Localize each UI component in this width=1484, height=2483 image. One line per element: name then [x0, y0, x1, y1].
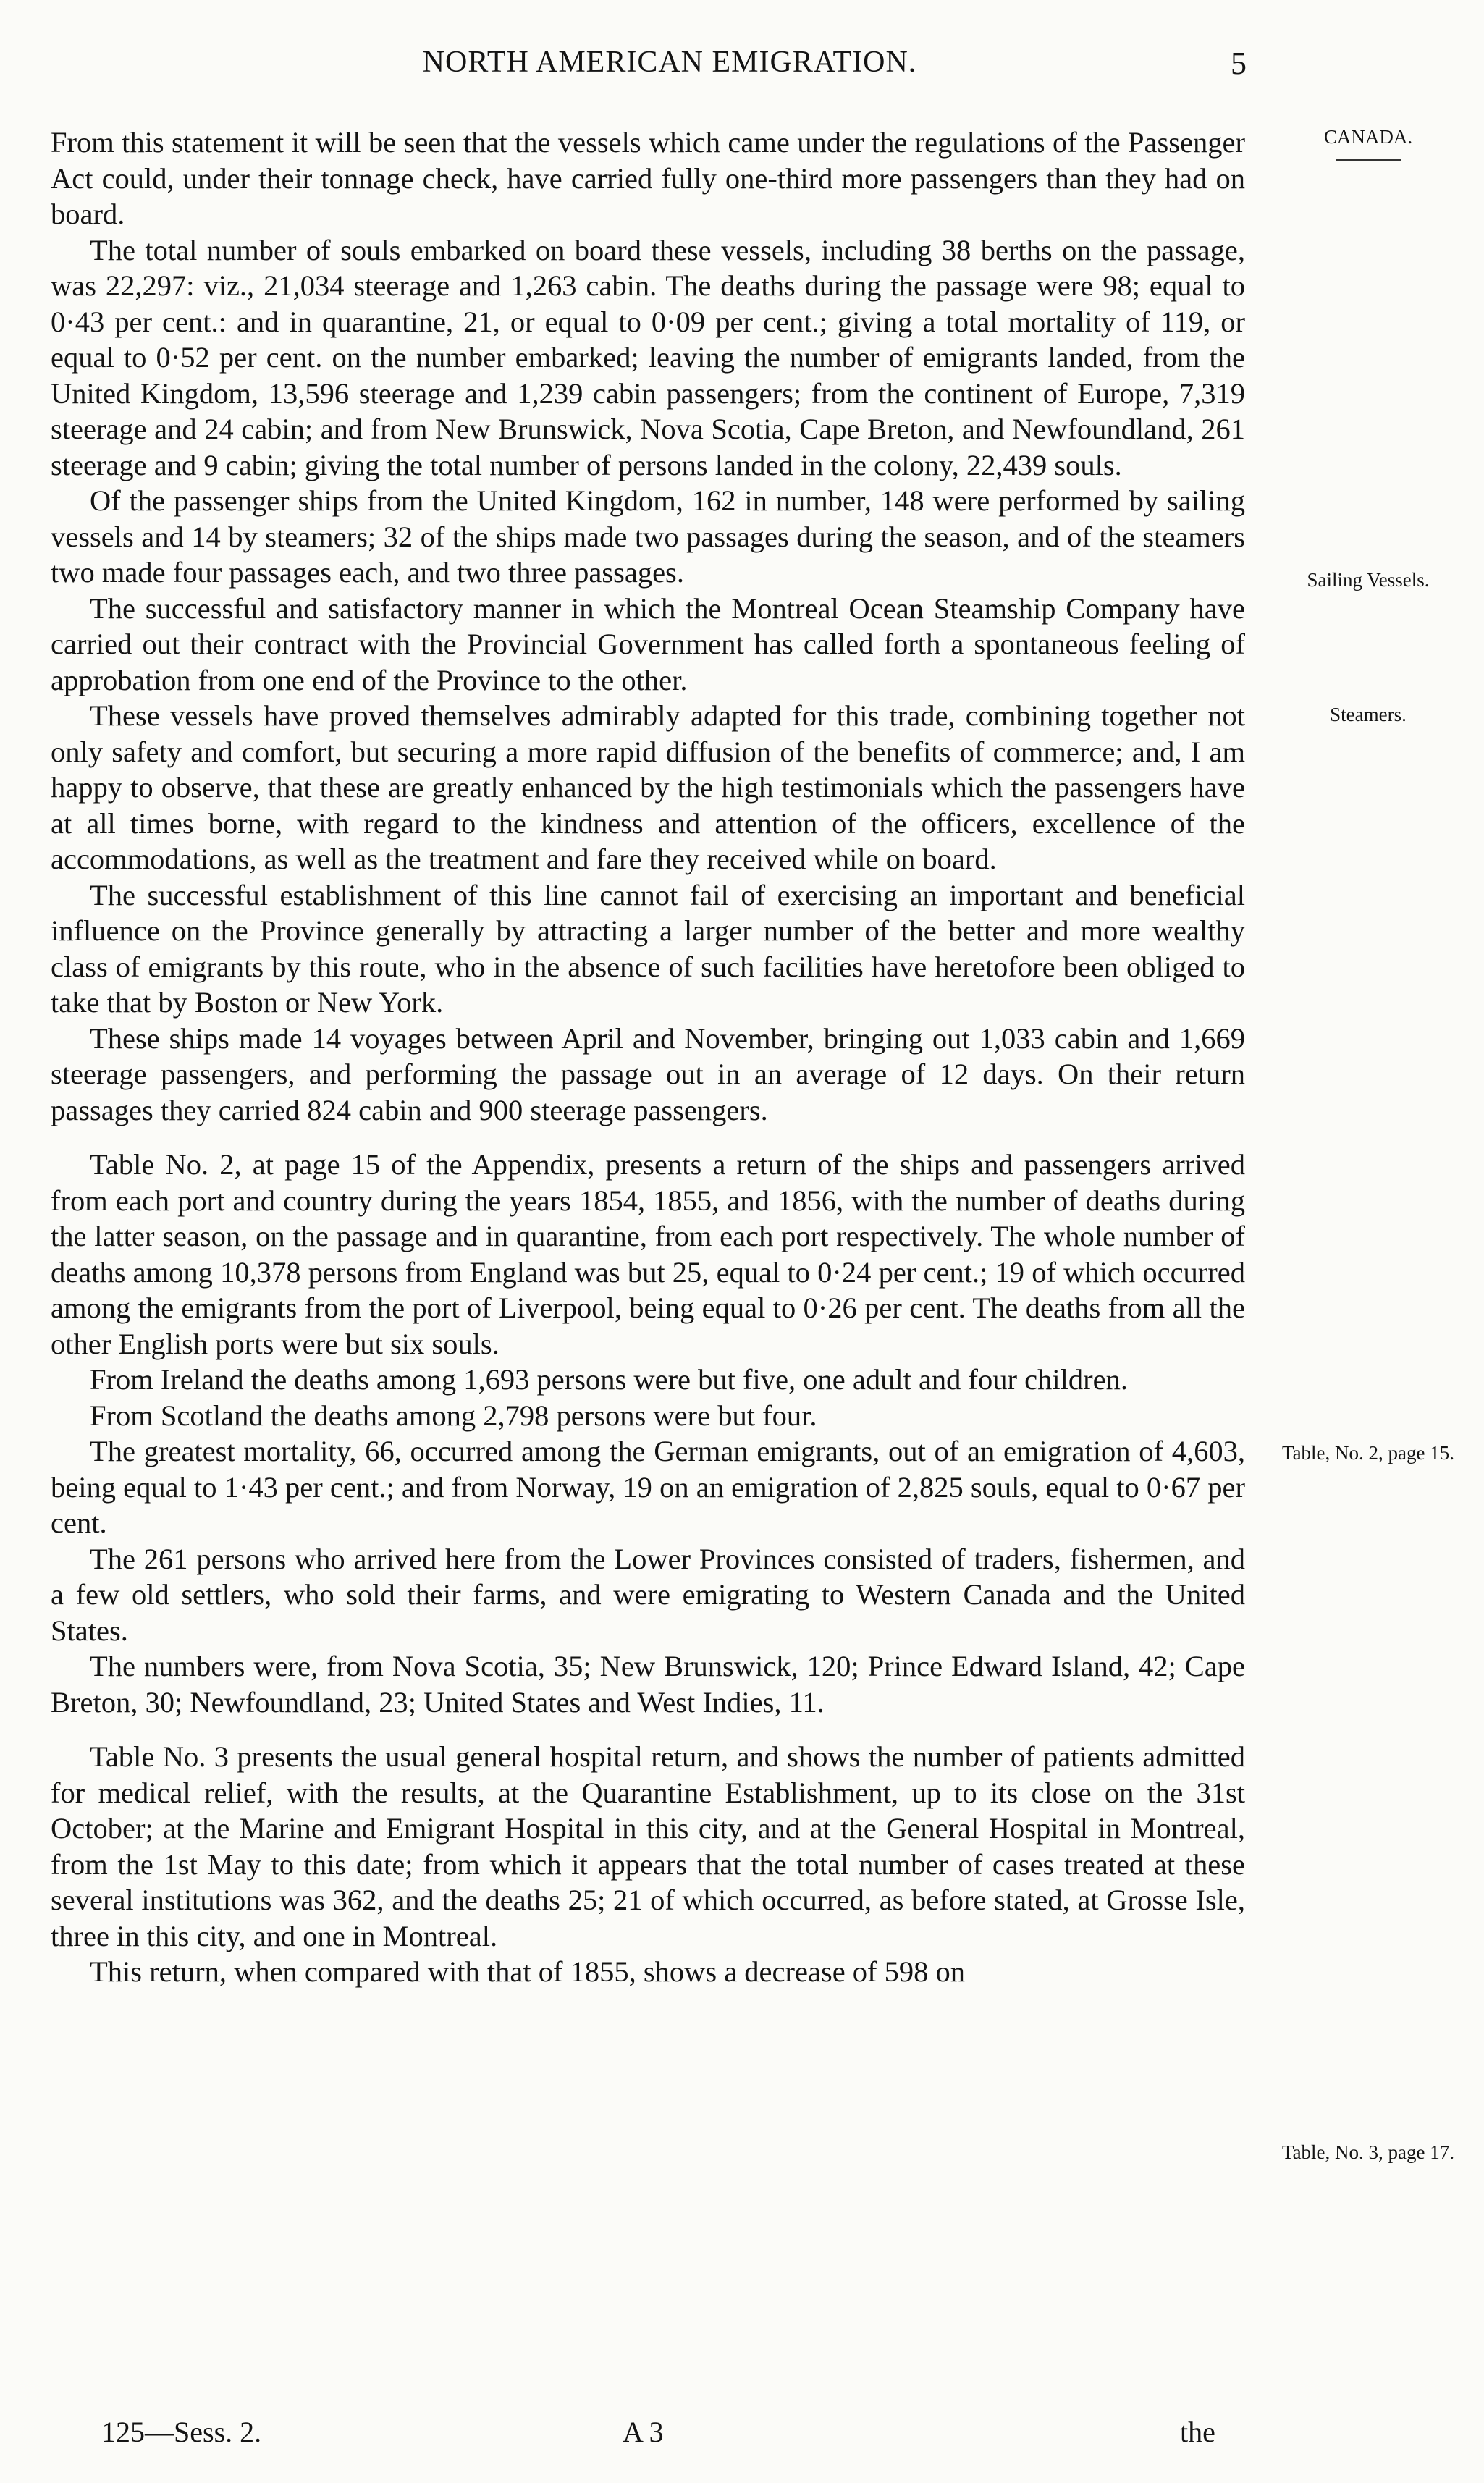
paragraph: These vessels have proved themselves admirably adapted for this trade, combining together not only safety and comfort, but securing a more rapid diffusion of the benefits of commerce; and, I am happy to observe, that these are greatly enhanced by the high testimonials which the passengers have at all times borne, with regard to the kindness and attention of the officers, excellence of the accommodations, as well as the treatment and fare they received while on board. — [51, 699, 1245, 875]
paragraph: The greatest mortality, 66, occurred among the German emigrants, out of an emigration of 4,603, being equal to 1·43 per cent.; and from Norway, 19 on an emigration of 2,825 souls, equal to 0·67 per cent. — [51, 1435, 1245, 1539]
paragraph: The successful establishment of this line cannot fail of exercising an important and beneficial influence on the Province generally by attracting a larger number of the better and more wealthy class of emigrants by this route, who in the absence of such facilities have heretofore been obliged to take that by Boston or New York. — [51, 878, 1245, 1019]
session-mark: 125—Sess. 2. — [101, 2416, 262, 2448]
paragraph: Of the passenger ships from the United Kingdom, 162 in number, 148 were performed by sailing vessels and 14 by steamers; 32 of the ships made two passages during the season, and of the steamers two made four passages each, and two three passages. — [51, 484, 1245, 589]
page-number: 5 — [1231, 46, 1247, 81]
paragraph: The successful and satisfactory manner in which the Montreal Ocean Steamship Company have carried out their contract with the Provincial Government has called forth a spontaneous feeling of approbation from one end of the Province to the other. — [51, 591, 1245, 696]
margin-note-canada: CANADA. — [1260, 125, 1477, 161]
paragraph: Table No. 2, at page 15 of the Appendix, presents a return of the ships and passengers arrived from each port and country during the years 1854, 1855, and 1856, with the number of deaths during the latter season, on the passage and in quarantine, from each port respectively. The whole number of deaths among 10,378 persons from England was but 25, equal to 0·24 per cent.; 19 of which occurred among the emigrants from the port of Liverpool, being equal to 0·26 per cent. The deaths from all the other English ports were but six souls. — [51, 1148, 1245, 1360]
catchword: the — [1180, 2416, 1215, 2448]
margin-rule — [1336, 159, 1401, 161]
margin-note-sailing-vessels: Sailing Vessels. — [1307, 569, 1430, 591]
paragraph: From Scotland the deaths among 2,798 persons were but four. — [90, 1399, 817, 1432]
paragraph: These ships made 14 voyages between April and November, bringing out 1,033 cabin and 1,669 steerage passengers, and performing the passage out in an average of 12 days. On their return passages they carried 824 cabin and 900 steerage passengers. — [51, 1021, 1245, 1126]
paragraph: From Ireland the deaths among 1,693 persons were but five, one adult and four children. — [90, 1363, 1128, 1396]
page-title: NORTH AMERICAN EMIGRATION. — [422, 46, 917, 79]
margin-note-steamers: Steamers. — [1330, 704, 1407, 725]
paragraph: The 261 persons who arrived here from the Lower Provinces consisted of traders, fishermen, and a few old settlers, who sold their farms, and were emigrating to Western Canada and the United States. — [51, 1542, 1245, 1647]
body-text — [51, 125, 1245, 1990]
signature-mark: A 3 — [623, 2416, 664, 2448]
paragraph: The total number of souls embarked on board these vessels, including 38 berths on the passage, was 22,297: viz., 21,034 steerage and 1,263 cabin. The deaths during the passage were 98; equal to 0·43 per cent.: and in quarantine, 21, or equal to 0·09 per cent.; giving a total mortality of 119, or equal to 0·52 per cent. on the number embarked; leaving the number of emigrants landed, from the United Kingdom, 13,596 steerage and 1,239 cabin passengers; from the continent of Europe, 7,319 steerage and 24 cabin; and from New Brunswick, Nova Scotia, Cape Breton, and Newfoundland, 261 steerage and 9 cabin; giving the total number of persons landed in the colony, 22,439 souls. — [51, 233, 1245, 481]
paragraph: This return, when compared with that of 1855, shows a decrease of 598 on — [90, 1955, 966, 1988]
margin-note-table-3: Table, No. 3, page 17. — [1281, 2141, 1455, 2163]
margin-note-table-2: Table, No. 2, page 15. — [1281, 1442, 1455, 1464]
paragraph: Table No. 3 presents the usual general hospital return, and shows the number of patients admitted for medical relief, with the results, at the Quarantine Establishment, up to its close on the 31st October; at the Marine and Emigrant Hospital in this city, and at the General Hospital in Montreal, from the 1st May to this date; from which it appears that the total number of cases treated at these several institutions was 362, and the deaths 25; 21 of which occurred, as before stated, at Grosse Isle, three in this city, and one in Montreal. — [51, 1740, 1245, 1952]
running-header — [51, 45, 1289, 80]
paragraph: The numbers were, from Nova Scotia, 35; New Brunswick, 120; Prince Edward Island, 42; Cape Breton, 30; Newfoundland, 23; United States and West Indies, 11. — [51, 1650, 1245, 1719]
paragraph: From this statement it will be seen that the vessels which came under the regulations of the Passenger Act could, under their tonnage check, have carried fully one-third more passengers than they had on board. — [51, 126, 1245, 230]
